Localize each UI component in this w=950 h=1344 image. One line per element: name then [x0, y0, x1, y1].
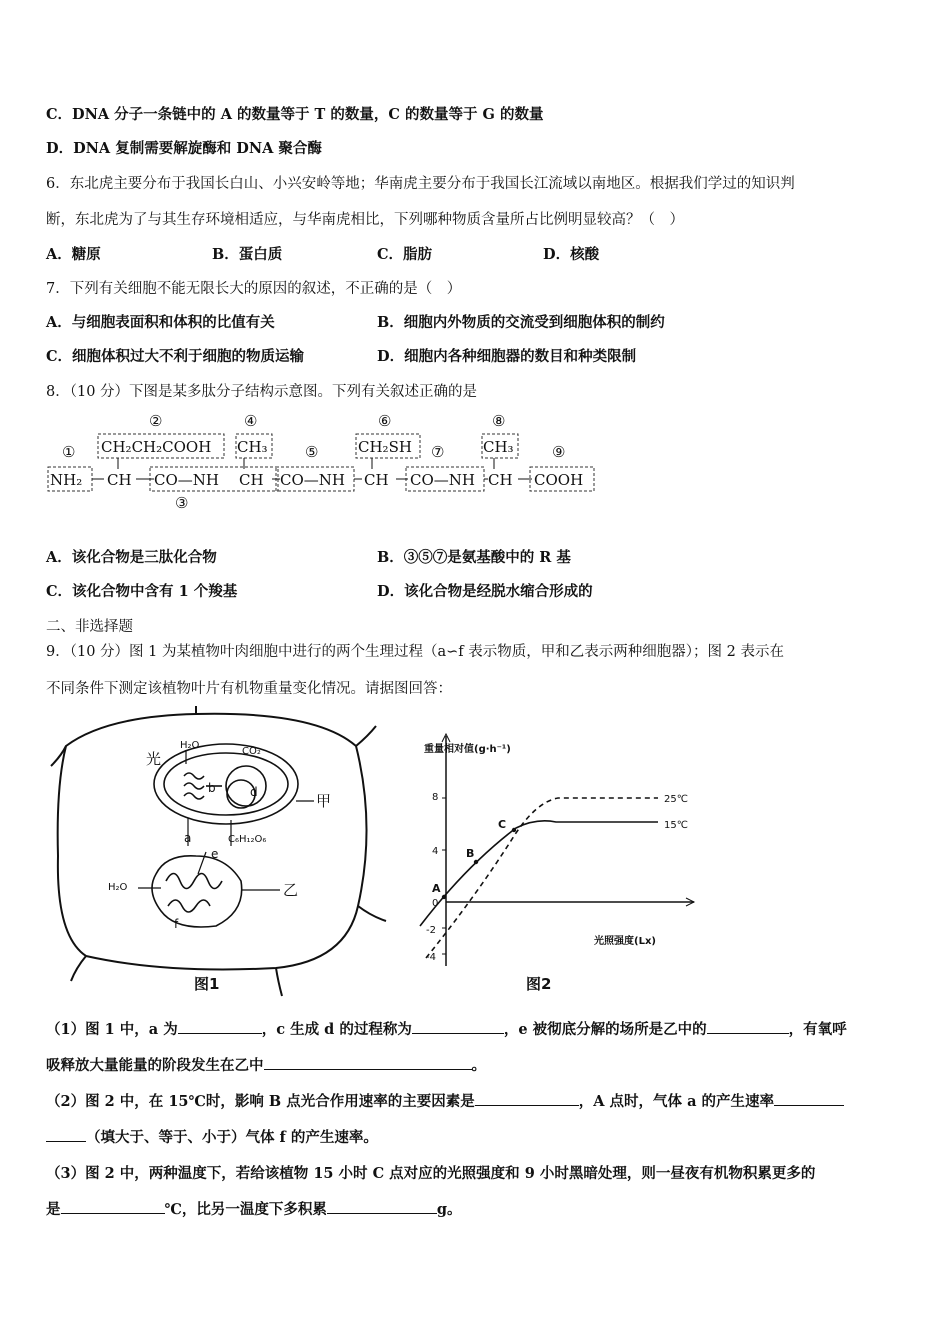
- label-3: ③: [175, 494, 189, 512]
- q9-figures: [46, 706, 710, 998]
- fig1-yi: 乙: [283, 881, 299, 899]
- fig1-b: b: [208, 781, 216, 795]
- fig2-marker-c: [512, 828, 516, 832]
- chloroplast: [154, 744, 298, 824]
- q9-stem-line2: 不同条件下测定该植物叶片有机物重量变化情况。请据图回答：: [46, 681, 452, 697]
- r-group-4: CH₃: [237, 438, 268, 456]
- fig1-co2: CO₂: [242, 746, 261, 757]
- q6-option-d: D．核酸: [543, 246, 600, 263]
- q6-option-c: C．脂肪: [377, 246, 433, 263]
- q9-sub2-text-a: （2）图 2 中，在 15℃时，影响 B 点光合作用速率的主要因素是: [46, 1093, 475, 1110]
- alpha-carbon-1: CH: [107, 471, 132, 489]
- figure2-chart: [420, 734, 694, 966]
- fig1-caption: 图1: [194, 975, 220, 993]
- q5-option-d: D．DNA 复制需要解旋酶和 DNA 聚合酶: [46, 140, 322, 157]
- fig1-light-label: 光: [146, 750, 162, 768]
- q9-sub1-line2: [46, 1054, 486, 1075]
- fig1-ch2o: C₆H₁₂O₆: [228, 834, 267, 845]
- q7-option-a: A．与细胞表面积和体积的比值有关: [46, 314, 275, 331]
- fig1-h2o-left: H₂O: [108, 882, 128, 893]
- carboxyl-group: COOH: [534, 471, 584, 489]
- fig1-jia: 甲: [316, 792, 332, 810]
- fig2-ytick-neg4: -4: [426, 952, 436, 963]
- q9-sub2-line1: [46, 1090, 844, 1111]
- q9-sub1-text-a: （1）图 1 中，a 为: [46, 1021, 178, 1038]
- q9-sub2-line2: [46, 1126, 378, 1147]
- alpha-carbon-4: CH: [488, 471, 513, 489]
- q9-sub1-text-f: 。: [471, 1057, 486, 1074]
- q9-blank-factor[interactable]: [475, 1091, 579, 1106]
- fig2-ytick-4: 4: [432, 846, 439, 857]
- fig2-point-b: B: [466, 847, 475, 860]
- q9-sub3-line2: [46, 1198, 462, 1219]
- fig2-marker-a: [442, 895, 446, 899]
- q8-option-c: C．该化合物中含有 1 个羧基: [46, 583, 238, 600]
- q9-blank-rate-part1[interactable]: [774, 1091, 844, 1106]
- q6-stem-line1: 6．东北虎主要分布于我国长白山、小兴安岭等地；华南虎主要分布于我国长江流域以南地区。根据我们学过的知识判: [46, 176, 795, 192]
- fig2-caption: 图2: [526, 975, 552, 993]
- label-2: ②: [149, 412, 163, 430]
- q6-stem-line2: 断，东北虎为了与其生存环境相适应，与华南虎相比，下列哪种物质含量所占比例明显较高？（ ）: [46, 212, 684, 228]
- peptide-bond-2: CO—NH: [280, 471, 345, 489]
- q7-option-c: C．细胞体积过大不利于细胞的物质运输: [46, 348, 305, 365]
- q8-option-d: D．该化合物是经脱水缩合形成的: [377, 583, 593, 600]
- q7-option-b: B．细胞内外物质的交流受到细胞体积的制约: [377, 314, 665, 331]
- fig1-d: d: [250, 785, 258, 799]
- fig1-a: a: [184, 831, 192, 845]
- q9-blank-c-to-d[interactable]: [412, 1019, 504, 1034]
- fig2-point-c: C: [498, 818, 507, 831]
- fig2-label-25c: 25℃: [664, 794, 688, 805]
- q8-option-a: A．该化合物是三肽化合物: [46, 549, 217, 566]
- label-7: ⑦: [431, 443, 445, 461]
- r-group-2: CH₂CH₂COOH: [101, 438, 212, 456]
- q9-sub3-line1: （3）图 2 中，两种温度下，若给该植物 15 小时 C 点对应的光照强度和 9 小时黑暗处理，则一昼夜有机物积累更多的: [46, 1165, 816, 1182]
- q9-sub1-text-c: ，e 被彻底分解的场所是乙中的: [503, 1021, 707, 1038]
- fig2-xlabel: 光照强度(Lx): [594, 936, 656, 947]
- q9-sub3-text-b: ℃，比另一温度下多积累: [164, 1201, 327, 1218]
- fig2-label-15c: 15℃: [664, 820, 688, 831]
- q9-sub3-text-c: g。: [436, 1201, 462, 1218]
- fig1-h2o-top: H₂O: [180, 740, 200, 751]
- r-group-6: CH₂SH: [358, 438, 412, 456]
- q9-sub1-text-d: ，有氧呼: [788, 1021, 847, 1038]
- polypeptide-diagram: [46, 412, 606, 522]
- label-5: ⑤: [305, 443, 319, 461]
- r-group-8: CH₃: [483, 438, 514, 456]
- peptide-bond-1: CO—NH: [154, 471, 219, 489]
- q8-stem: 8．（10 分）下图是某多肽分子结构示意图。下列有关叙述正确的是: [46, 384, 478, 400]
- q9-sub3-text-a: 是: [46, 1201, 61, 1218]
- q8-option-b: B．③⑤⑦是氨基酸中的 R 基: [377, 549, 571, 566]
- q7-option-d: D．细胞内各种细胞器的数目和种类限制: [377, 348, 637, 365]
- q6-option-b: B．蛋白质: [212, 246, 283, 263]
- q9-blank-a[interactable]: [178, 1019, 262, 1034]
- q9-blank-mass[interactable]: [327, 1199, 437, 1214]
- q9-sub2-text-b: ，A 点时，气体 a 的产生速率: [578, 1093, 775, 1110]
- q9-blank-temperature[interactable]: [61, 1199, 165, 1214]
- peptide-bond-3: CO—NH: [410, 471, 475, 489]
- alpha-carbon-3: CH: [364, 471, 389, 489]
- q6-option-a: A．糖原: [46, 246, 101, 263]
- q9-blank-e-site[interactable]: [707, 1019, 789, 1034]
- q9-sub1-text-b: ，c 生成 d 的过程称为: [261, 1021, 412, 1038]
- fig2-point-a: A: [432, 882, 441, 895]
- q9-stem-line1: 9．（10 分）图 1 为某植物叶肉细胞中进行的两个生理过程（a∽f 表示物质，甲和乙表示两种细胞器）；图 2 表示在: [46, 644, 784, 660]
- label-9: ⑨: [552, 443, 566, 461]
- q9-sub1-line1: [46, 1018, 847, 1039]
- q5-option-c: C．DNA 分子一条链中的 A 的数量等于 T 的数量，C 的数量等于 G 的数量: [46, 106, 544, 123]
- label-8: ⑧: [492, 412, 506, 430]
- section-heading: 二、非选择题: [46, 619, 133, 635]
- q9-sub1-text-e: 吸释放大量能量的阶段发生在乙中: [46, 1057, 264, 1074]
- fig2-ytick-0: 0: [432, 898, 439, 909]
- fig2-marker-b: [474, 860, 478, 864]
- fig2-series-15c: [420, 821, 658, 926]
- fig2-ytick-neg2: -2: [426, 925, 436, 936]
- fig1-f: f: [174, 917, 179, 931]
- mitochondrion: [152, 856, 242, 927]
- q9-blank-rate-part2[interactable]: [46, 1127, 86, 1142]
- q9-sub2-text-c: （填大于、等于、小于）气体 f 的产生速率。: [86, 1129, 378, 1146]
- fig2-ytick-8: 8: [432, 792, 439, 803]
- fig2-ylabel: 重量相对值(g·h⁻¹): [424, 744, 511, 755]
- figure1-cell: [51, 706, 386, 996]
- q9-blank-aerobic-site[interactable]: [264, 1055, 472, 1070]
- q7-stem: 7．下列有关细胞不能无限长大的原因的叙述，不正确的是（ ）: [46, 281, 462, 297]
- alpha-carbon-2: CH: [239, 471, 264, 489]
- amino-group: NH₂: [50, 471, 83, 489]
- fig1-e: e: [211, 847, 219, 861]
- label-6: ⑥: [378, 412, 392, 430]
- label-4: ④: [244, 412, 258, 430]
- label-1: ①: [62, 443, 76, 461]
